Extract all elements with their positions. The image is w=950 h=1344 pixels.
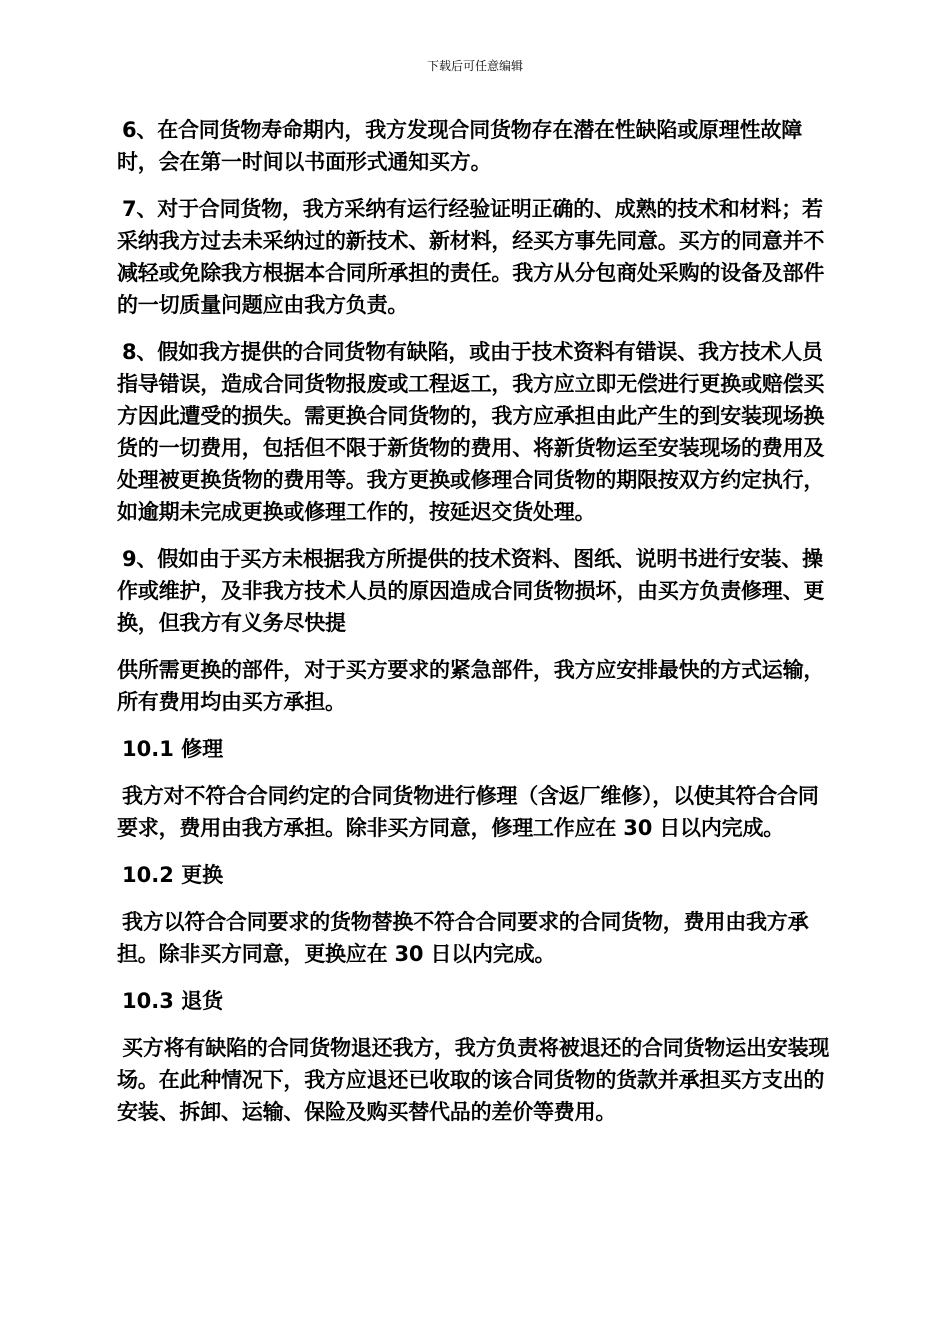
section-body-replace: 我方以符合合同要求的货物替换不符合合同要求的合同货物，费用由我方承担。除非买方同意，更换应在 30 日以内完成。: [117, 910, 809, 966]
section-body-repair: 我方对不符合合同约定的合同货物进行修理（含返厂维修），以使其符合合同要求，费用由我方承担。除非买方同意，修理工作应在 30 日以内完成。: [117, 784, 819, 840]
section-title-return: 10.3 退货: [122, 989, 224, 1013]
clause-6: 6、在合同货物寿命期内，我方发现合同货物存在潜在性缺陷或原理性故障时，会在第一时间以书面形式通知买方。: [117, 118, 803, 174]
document-body: [117, 114, 839, 1143]
clause-7: 7、对于合同货物，我方采纳有运行经验证明正确的、成熟的技术和材料；若采纳我方过去未采纳过的新技术、新材料，经买方事先同意。买方的同意并不减轻或免除我方根据本合同所承担的责任。我方从分包商处采购的设备及部件的一切质量问题应由我方负责。: [117, 197, 825, 317]
section-body-return: 买方将有缺陷的合同货物退还我方，我方负责将被退还的合同货物运出安装现场。在此种情况下，我方应退还已收取的该合同货物的货款并承担买方支出的安装、拆卸、运输、保险及购买替代品的差价等费用。: [117, 1036, 830, 1124]
clause-9-continued: 供所需更换的部件，对于买方要求的紧急部件，我方应安排最快的方式运输，所有费用均由买方承担。: [117, 658, 825, 714]
clause-8: 8、假如我方提供的合同货物有缺陷，或由于技术资料有错误、我方技术人员指导错误，造成合同货物报废或工程返工，我方应立即无偿进行更换或赔偿买方因此遭受的损失。需更换合同货物的，我方应承担由此产生的到安装现场换货的一切费用，包括但不限于新货物的费用、将新货物运至安装现场的费用及处理被更换货物的费用等。我方更换或修理合同货物的期限按双方约定执行，如逾期未完成更换或修理工作的，按延迟交货处理。: [117, 340, 825, 524]
section-title-replace: 10.2 更换: [122, 863, 224, 887]
section-title-repair: 10.1 修理: [122, 737, 224, 761]
clause-9: 9、假如由于买方未根据我方所提供的技术资料、图纸、说明书进行安装、操作或维护，及非我方技术人员的原因造成合同货物损坏，由买方负责修理、更换，但我方有义务尽快提: [117, 547, 825, 635]
page-header: 下载后可任意编辑: [426, 59, 523, 73]
